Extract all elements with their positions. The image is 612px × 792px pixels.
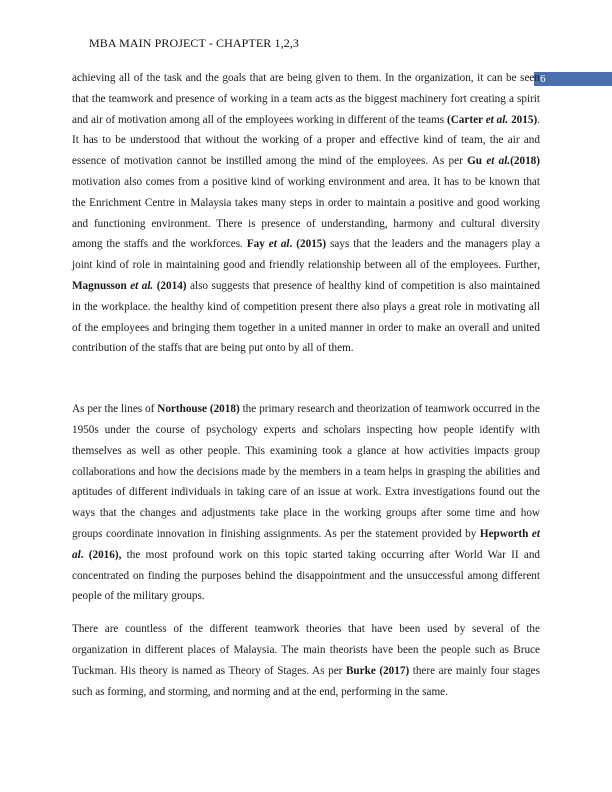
- paragraph-1: [72, 68, 540, 359]
- citation-carter: (Carter et al. 2015): [447, 113, 538, 126]
- running-header: MBA MAIN PROJECT - CHAPTER 1,2,3: [89, 36, 300, 50]
- text-run: says that the leaders and the managers play a joint kind of role in maintaining good and friendly relationship between all of the employees. Further,: [72, 238, 540, 272]
- text-run: As per the lines of: [72, 403, 158, 416]
- citation-burke: Burke (2017): [345, 664, 410, 677]
- document-body: [72, 68, 540, 702]
- text-run: achieving all of the task and the goals that are being given to them. In the organization, it can be seen that the teamwork and presence of working in a team acts as the biggest machinery fort creating a spirit and air of motivation among all of the employees working in different of the teams: [72, 72, 540, 126]
- citation-fay: Fay et al. (2015): [246, 238, 327, 251]
- citation-northouse: Northouse (2018): [157, 403, 240, 416]
- citation-gu: Gu et al.(2018): [467, 155, 540, 168]
- paragraph-2: [72, 399, 540, 607]
- text-run: there are mainly four stages such as forming, and storming, and norming and at the end, performing in the same.: [72, 664, 540, 698]
- text-run: motivation also comes from a positive kind of working environment and area. It has to be known that the Enrichment Centre in Malaysia takes many steps in order to maintain a positive and good working and functioning environment. There is presence of understanding, harmony and cultural diversity among the staffs and the workforces.: [72, 175, 540, 251]
- text-run: also suggests that presence of healthy kind of competition is also maintained in the workplace. the healthy kind of competition present there also plays a great role in motivating all of the employees and bringing them together in a united manner in order to make an overall and united contribution of the staffs that are being put onto by all of them.: [72, 279, 541, 355]
- citation-magnusson: Magnusson et al. (2014): [72, 279, 187, 292]
- text-run: . It has to be understood that without the working of a proper and effective kind of team, the air and essence of motivation cannot be instilled among the mind of the employees. As per: [72, 113, 540, 168]
- text-run: There are countless of the different teamwork theories that have been used by several of the organization in different places of Malaysia. The main theorists have been the people such as Bruce Tuckman. His theory is named as Theory of Stages. As per: [72, 623, 540, 677]
- page-number-badge: 6: [534, 72, 612, 86]
- citation-hepworth: Hepworth et al. (2016),: [72, 527, 540, 561]
- paragraph-3: [72, 619, 540, 702]
- text-run: the most profound work on this topic started taking occurring after World War II and concentrated on finding the purposes behind the disappointment and the unsuccessful among different people of the military groups.: [72, 548, 541, 603]
- text-run: the primary research and theorization of teamwork occurred in the 1950s under the course of psychology experts and scholars inspecting how people identify with themselves as well as other people. This examining took a glance at how activities impacts group collaborations and how the decisions made by the members in a team helps in grasping the abilities and aptitudes of different individuals in taking care of an issue at work. Extra investigations found out the ways that the changes and adjustments take place in the working groups after some time and how groups coordinate innovation in finishing assignments. As per the statement provided by: [72, 403, 540, 540]
